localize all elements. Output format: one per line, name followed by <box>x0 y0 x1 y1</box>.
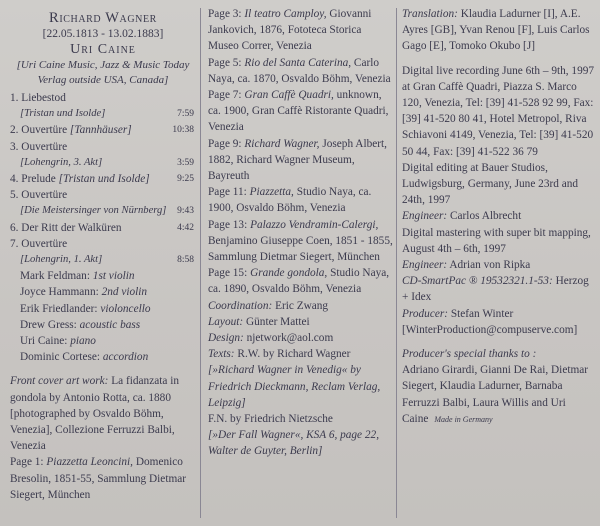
texts-credit <box>208 346 394 362</box>
musician-role: piano <box>70 335 96 348</box>
page-title: Grande gondola, <box>250 267 328 280</box>
layout-credit <box>208 314 394 330</box>
page-text: Domenico Bresolin, 1851-55, Sammlung Dietmar Siegert, München <box>10 456 187 501</box>
thanks-text: Adriano Girardi, Gianni De Rai, Dietmar Siegert, Klaudia Ladurner, Barnaba Ferruzzi Balbi, Laura Willis and Uri Caine <box>402 364 589 425</box>
track-title: 4. Prelude <box>10 173 56 186</box>
personnel-item <box>20 301 196 317</box>
texts-source: [»Richard Wagner in Venedig« by Friedrich Dieckmann, Reclam Verlag, Leipzig] <box>208 364 381 409</box>
musician-role: violoncello <box>100 302 151 315</box>
label-note: [Uri Caine Music, Jazz & Music Today Verlag outside USA, Canada] <box>16 59 190 86</box>
translation-credit <box>402 6 596 55</box>
credit-value: Günter Mattei <box>245 315 310 328</box>
page-title: Piazzetta, <box>249 186 294 199</box>
musician-name: Mark Feldman: <box>20 270 90 283</box>
producer-email: [WinterProduction@compuserve.com] <box>402 323 578 336</box>
credit-value: Herzog + Idex <box>402 275 589 304</box>
page-text: unknown, ca. 1900, Gran Caffè Ristorante Quadri, Venezia <box>208 89 389 134</box>
engineer-credit <box>402 257 596 273</box>
track-title: 6. Der Ritt der Walküren <box>10 221 122 234</box>
editing-info: Digital editing at Bauer Studios, Ludwigsburg, Germany, June 23rd and 24th, 1997 <box>402 161 579 207</box>
page-label: Page 3: <box>208 8 242 20</box>
track-title: 7. Ouvertüre <box>10 237 68 250</box>
track-title: 3. Ouvertüre <box>10 140 68 153</box>
column-divider <box>200 8 201 518</box>
credit-label: Translation: <box>402 8 458 20</box>
musician-role: accordion <box>102 351 149 364</box>
page-credit <box>208 136 394 185</box>
page-label: Page 7: <box>208 89 242 102</box>
credit-label: Texts: <box>208 348 235 361</box>
page-text: Studio Naya, ca. 1900, Osvaldo Böhm, Venezia <box>208 186 372 215</box>
track-source: [Die Meistersinger von Nürnberg] <box>20 205 167 217</box>
credit-label: Engineer: <box>402 210 448 223</box>
thanks-list <box>402 362 596 428</box>
credit-label: Coordination: <box>208 299 273 312</box>
thanks-heading: Producer's special thanks to : <box>402 348 537 361</box>
page-credit <box>208 55 394 87</box>
producer-credit <box>402 306 596 322</box>
credit-value: R.W. by Richard Wagner <box>237 348 351 361</box>
track-item <box>10 139 196 171</box>
page-label: Page 11: <box>208 186 247 199</box>
artist-name: Uri Caine <box>70 42 136 57</box>
credit-value: njetwork@aol.com <box>246 332 334 345</box>
page-credit <box>208 87 394 136</box>
track-title: 1. Liebestod <box>10 92 66 104</box>
cd-credit <box>402 273 596 305</box>
track-item <box>10 171 196 187</box>
credit-label: CD-SmartPac ® 19532321.1-53: <box>402 275 553 288</box>
page-credit <box>208 184 394 216</box>
page-credit <box>10 454 196 503</box>
musician-role: acoustic bass <box>79 318 141 331</box>
page-label: Page 9: <box>208 137 242 150</box>
page-title: Palazzo Vendramin-Calergi, <box>250 218 379 231</box>
page-title: Rio del Santa Caterina, <box>244 56 352 69</box>
track-duration: 3:59 <box>177 157 194 168</box>
credit-value: Eric Zwang <box>275 299 329 312</box>
coordination-credit <box>208 298 394 314</box>
page-credit <box>208 6 394 55</box>
page-title: Gran Caffè Quadri, <box>244 89 334 102</box>
credit-label: Engineer: <box>402 259 448 272</box>
track-duration: 7:59 <box>177 109 194 120</box>
track-source: [Tannhäuser] <box>69 124 132 137</box>
page-label: Page 1: <box>10 456 44 469</box>
cover-heading: Front cover art work: <box>10 375 109 388</box>
cover-text: La fidanzata in gondola by Antonio Rotta, ca. 1880 [photographed by Osvaldo Böhm, Venezia], Collezione Ferruzzi Balbi, Venezia <box>10 375 179 453</box>
credit-value: Carlos Albrecht <box>450 210 522 223</box>
credit-label: Layout: <box>208 315 244 328</box>
musician-name: Erik Friedlander: <box>20 302 98 315</box>
page-label: Page 5: <box>208 56 242 69</box>
composer-dates: [22.05.1813 - 13.02.1883] <box>42 28 164 40</box>
right-column <box>402 6 596 428</box>
track-duration: 4:42 <box>177 222 194 233</box>
personnel-item <box>20 333 196 349</box>
page-text: Benjamino Giuseppe Coen, 1851 - 1855, Sammlung Dietmar Siegert, München <box>208 234 393 264</box>
track-item <box>10 187 196 219</box>
middle-column <box>208 6 394 460</box>
musician-name: Dominic Cortese: <box>20 351 101 364</box>
track-item <box>10 122 196 138</box>
personnel-item <box>20 268 196 284</box>
musician-role: 1st violin <box>92 270 135 283</box>
track-duration: 8:58 <box>177 255 194 266</box>
nietzsche-source: [»Der Fall Wagner«, KSA 6, page 22, Walter de Guyter, Berlin] <box>208 429 380 458</box>
composer-name: Richard Wagner <box>49 10 157 26</box>
track-list <box>10 90 196 268</box>
made-in-label: Made in Germany <box>434 414 493 424</box>
track-title: 5. Ouvertüre <box>10 189 68 202</box>
mastering-info: Digital mastering with super bit mapping, August 4th – 6th, 1997 <box>402 226 591 255</box>
track-duration: 10:38 <box>172 125 194 136</box>
page-title: Richard Wagner, <box>244 137 320 150</box>
track-source: [Tristan und Isolde] <box>58 173 150 186</box>
page-credit <box>208 217 394 266</box>
page-title: Il teatro Camploy, <box>244 8 327 20</box>
left-column <box>10 6 196 503</box>
page-credit <box>208 265 394 297</box>
musician-name: Uri Caine: <box>20 335 68 348</box>
track-source: [Lohengrin, 1. Akt] <box>20 254 103 266</box>
track-title: 2. Ouvertüre <box>10 124 68 137</box>
personnel-item <box>20 284 196 300</box>
page-text: Giovanni Jankovich, 1876, Fototeca Storica Museo Correr, Venezia <box>208 8 372 53</box>
page-text: Studio Naya, ca. 1890, Osvaldo Böhm, Venezia <box>208 267 390 296</box>
page-title: Piazzetta Leoncini, <box>46 456 134 469</box>
credit-value: Stefan Winter <box>450 307 514 320</box>
track-duration: 9:25 <box>177 174 194 185</box>
credit-label: Producer: <box>402 307 449 320</box>
track-item <box>10 90 196 122</box>
cover-credit <box>10 373 196 454</box>
personnel-item <box>20 317 196 333</box>
track-source: [Lohengrin, 3. Akt] <box>20 156 103 168</box>
personnel-list <box>10 268 196 365</box>
page-text: Carlo Naya, ca. 1870, Osvaldo Böhm, Venezia <box>208 56 391 85</box>
design-credit <box>208 330 394 346</box>
credit-label: Design: <box>208 332 244 345</box>
musician-name: Drew Gress: <box>20 318 77 331</box>
personnel-item <box>20 349 196 365</box>
track-item <box>10 236 196 268</box>
track-duration: 9:43 <box>177 206 194 217</box>
track-source: [Tristan und Isolde] <box>20 108 106 120</box>
engineer-credit <box>402 208 596 224</box>
recording-info: Digital live recording June 6th – 9th, 1997 at Gran Caffè Quadri, Piazza S. Marco 120, Venezia, Tel: [39] 41-528 92 99, Fax: [39] 41-520 80 41, Hotel Metropol, Riva Schiavoni 4149, Venezia, Tel: [39] 41-520 50 44, Fax: [39] 41-522 36 79 <box>402 64 595 158</box>
page-label: Page 13: <box>208 218 248 231</box>
musician-role: 2nd violin <box>101 286 148 299</box>
credit-value: Adrian von Ripka <box>449 259 531 272</box>
track-item <box>10 220 196 236</box>
musician-name: Joyce Hammann: <box>20 286 99 299</box>
column-divider <box>396 8 397 518</box>
nietzsche-credit: F.N. by Friedrich Nietzsche <box>208 413 333 426</box>
page-text: Joseph Albert, 1882, Richard Wagner Museum, Bayreuth <box>208 137 387 183</box>
page-label: Page 15: <box>208 267 248 280</box>
credit-value: Klaudia Ladurner [I], A.E. Ayres [GB], Yvan Renou [F], Luis Carlos Gago [E], Tomoko Okubo [J] <box>402 8 590 53</box>
